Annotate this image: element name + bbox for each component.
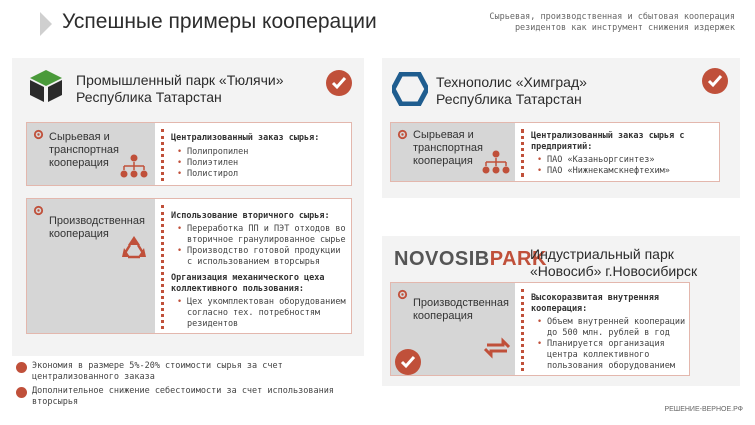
list-item: • Полистирол bbox=[177, 169, 347, 180]
list-heading: Использование вторичного сырья: bbox=[171, 211, 330, 221]
page-subtitle: Сырьевая, производственная и сбытовая кооперация резидентов как инструмент снижения издержек bbox=[489, 12, 735, 33]
list-heading: Организация механического цеха коллективного пользования: bbox=[171, 273, 325, 294]
chevron-right-icon bbox=[40, 12, 52, 36]
himgrad-logo-icon bbox=[392, 72, 428, 106]
list-item: • Объем внутренней кооперации до 500 млн. рублей в год bbox=[537, 317, 687, 339]
gear-icon bbox=[33, 205, 44, 216]
footer-brand: РЕШЕНИЕ-ВЕРНОЕ.РФ bbox=[664, 406, 743, 413]
list-heading: Централизованный заказ сырья: bbox=[171, 133, 320, 143]
card-production-cooperation bbox=[26, 198, 352, 334]
bottom-note: Экономия в размере 5%-20% стоимости сырья за счет централизованного заказа bbox=[32, 361, 283, 382]
card-production-cooperation bbox=[390, 282, 690, 376]
internal-cooperation-list bbox=[537, 317, 687, 372]
card-label: Производственная кооперация bbox=[49, 215, 145, 240]
check-circle-icon bbox=[702, 68, 728, 94]
hierarchy-icon bbox=[481, 149, 511, 175]
workshop-list bbox=[177, 297, 347, 330]
swap-arrows-icon bbox=[483, 337, 511, 359]
raw-material-list bbox=[177, 147, 347, 180]
recycled-material-list bbox=[177, 224, 347, 268]
supplier-list bbox=[537, 155, 717, 177]
gear-icon bbox=[33, 129, 44, 140]
himgrad-name: Технополис «Химград» Республика Татарстан bbox=[436, 74, 587, 107]
bottom-note: Дополнительное снижение себестоимости за счет использования вторсырья bbox=[32, 386, 334, 407]
gear-icon bbox=[397, 129, 408, 140]
panel-tyulyachi bbox=[12, 58, 364, 356]
list-item: • Цех укомплектован оборудованием согласно тех. потребностям резидентов bbox=[177, 297, 347, 330]
panel-himgrad bbox=[382, 58, 740, 198]
card-label: Сырьевая и транспортная кооперация bbox=[49, 131, 119, 169]
novosib-name: Индустриальный парк «Новосиб» г.Новосибирск bbox=[530, 246, 698, 279]
check-circle-icon bbox=[326, 70, 352, 96]
check-bullet-icon bbox=[16, 362, 27, 373]
card-label: Сырьевая и транспортная кооперация bbox=[413, 129, 483, 167]
list-item: • Переработка ПП и ПЭТ отходов во вторичное гранулированное сырье bbox=[177, 224, 347, 246]
list-heading: Централизованный заказ сырья с предприятий: bbox=[531, 131, 685, 152]
list-heading: Высокоразвитая внутренняя кооперация: bbox=[531, 293, 659, 314]
tyulyachi-name: Промышленный парк «Тюлячи» Республика Татарстан bbox=[76, 72, 284, 105]
gear-icon bbox=[397, 289, 408, 300]
card-raw-material-cooperation bbox=[390, 122, 720, 182]
tyulyachi-logo-icon bbox=[28, 68, 64, 104]
novosibpark-logo: NOVOSIBPARK bbox=[394, 248, 547, 270]
card-raw-material-cooperation bbox=[26, 122, 352, 186]
list-item: • Производство готовой продукции с использованием вторсырья bbox=[177, 246, 347, 268]
hierarchy-icon bbox=[119, 153, 149, 179]
list-item: • ПАО «Казаньоргсинтез» bbox=[537, 155, 717, 166]
check-circle-icon bbox=[395, 349, 421, 375]
page-title: Успешные примеры кооперации bbox=[62, 10, 377, 33]
check-bullet-icon bbox=[16, 387, 27, 398]
list-item: • Полипропилен bbox=[177, 147, 347, 158]
card-label: Производственная кооперация bbox=[413, 297, 509, 322]
panel-novosib bbox=[382, 236, 740, 386]
list-item: • ПАО «Нижнекамскнефтехим» bbox=[537, 166, 717, 177]
recycle-icon bbox=[121, 235, 147, 259]
list-item: • Полиэтилен bbox=[177, 158, 347, 169]
list-item: • Планируется организация центра коллективного пользования оборудованием bbox=[537, 339, 687, 372]
